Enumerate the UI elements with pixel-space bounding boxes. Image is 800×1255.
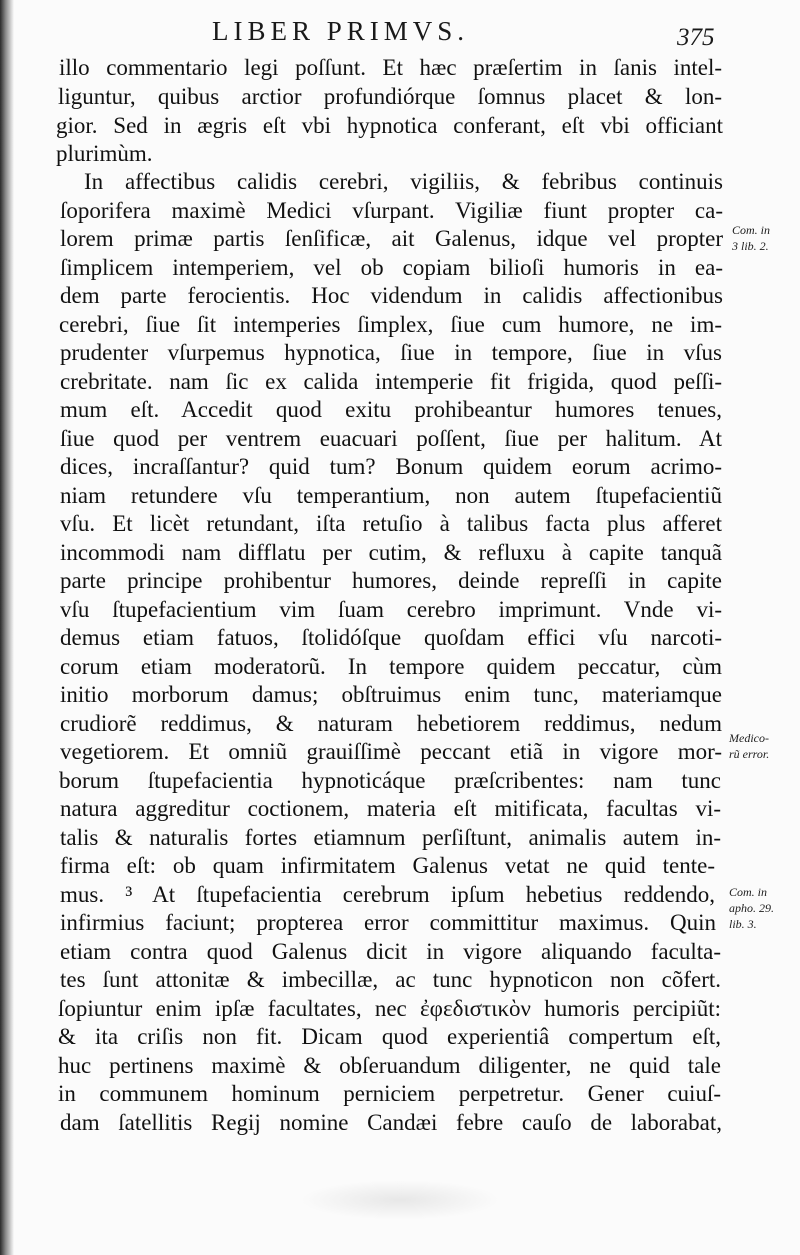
text-line: liguntur, quibus arctior profundiórque ſomnus placet & lon- bbox=[58, 84, 722, 109]
text-line: niam retundere vſu temperantium, non autem ſtupefacientiũ bbox=[60, 483, 722, 508]
text-line: crudiorẽ reddimus, & naturam hebetiorem reddimus, nedum bbox=[60, 711, 722, 736]
text-line: tes ſunt attonitæ & imbecillæ, ac tunc hypnoticon non cõfert. bbox=[60, 967, 721, 992]
margin-note-line: rũ error. bbox=[729, 747, 770, 761]
margin-note-line: Com. in bbox=[732, 223, 771, 237]
text-line: ſoporifera maximè Medici vſurpant. Vigiliæ fiunt propter ca- bbox=[60, 198, 723, 223]
margin-note-line: lib. 3. bbox=[729, 917, 757, 931]
text-line: plurimùm. bbox=[56, 141, 153, 166]
text-line: crebritate. nam ſic ex calida intemperie fit frigida, quod peſſi- bbox=[60, 369, 722, 394]
text-line: gior. Sed in ægris eſt vbi hypnotica conferant, eſt vbi officiant bbox=[56, 113, 723, 138]
margin-note-line: Com. in bbox=[729, 885, 768, 899]
text-line: incommodi nam difflatu per cutim, & refluxu à capite tanquã bbox=[60, 540, 722, 565]
text-line: illo commentario legi poſſunt. Et hæc præſertim in ſanis intel- bbox=[59, 55, 722, 80]
text-line: parte principe prohibentur humores, deinde repreſſi in capite bbox=[60, 568, 722, 593]
text-line: & ita criſis non fit. Dicam quod experientiâ compertum eſt, bbox=[58, 1024, 721, 1049]
text-line: prudenter vſurpemus hypnotica, ſiue in tempore, ſiue in vſus bbox=[60, 340, 722, 365]
text-line: in communem hominum perniciem perpetretur. Gener cuiuſ- bbox=[58, 1081, 721, 1106]
text-line: vſu ſtupefacientium vim ſuam cerebro imprimunt. Vnde vi- bbox=[60, 597, 722, 622]
running-head: LIBER PRIMVS. bbox=[212, 16, 470, 46]
text-line: ſiue quod per ventrem euacuari poſſent, ſiue per halitum. At bbox=[60, 426, 722, 451]
text-line: vſu. Et licèt retundant, iſta retuſio à talibus facta plus afferet bbox=[60, 511, 722, 536]
page-header bbox=[0, 12, 800, 52]
text-line: borum ſtupefacientia hypnoticáque præſcribentes: nam tunc bbox=[59, 768, 721, 793]
text-line: lorem primæ partis ſenſificæ, ait Galenus, idque vel propter bbox=[60, 226, 723, 251]
text-line: In affectibus calidis cerebri, vigiliis, & febribus continuis bbox=[84, 169, 723, 194]
text-line: cerebri, ſiue ſit intemperies ſimplex, ſiue cum humore, ne im- bbox=[59, 312, 722, 337]
text-line: mum eſt. Accedit quod exitu prohibeantur humores tenues, bbox=[60, 397, 722, 422]
text-line: ſimplicem intemperiem, vel ob copiam bilioſi humoris in ea- bbox=[60, 255, 723, 280]
text-line: infirmius faciunt; propterea error committitur maximus. Quin bbox=[60, 910, 716, 935]
margin-note bbox=[732, 222, 800, 254]
text-line: corum etiam moderatorũ. In tempore quidem peccatur, cùm bbox=[60, 654, 722, 679]
margin-note-line: Medico- bbox=[729, 731, 769, 745]
text-line: talis & naturalis fortes etiamnum perſiſtunt, animalis autem in- bbox=[60, 825, 721, 850]
text-line: initio morborum damus; obſtruimus enim tunc, materiamque bbox=[60, 682, 722, 707]
text-line: vegetiorem. Et omniũ grauiſſimè peccant etiã in vigore mor- bbox=[60, 739, 722, 764]
text-line: firma eſt: ob quam infirmitatem Galenus vetat ne quid tente- bbox=[60, 853, 715, 878]
text-line: natura aggreditur coctionem, materia eſt mitificata, facultas vi- bbox=[60, 796, 721, 821]
page-gutter-shadow bbox=[0, 0, 14, 1255]
text-line: dices, incraſſantur? quid tum? Bonum quidem eorum acrimo- bbox=[60, 454, 722, 479]
margin-note-line: 3 lib. 2. bbox=[732, 239, 769, 253]
text-line: etiam contra quod Galenus dicit in vigore aliquando faculta- bbox=[60, 939, 721, 964]
text-line: ſopiuntur enim ipſæ facultates, nec ἐφεδιστικὸν humoris percipiũt: bbox=[58, 996, 721, 1021]
text-line: mus. ³ At ſtupefacientia cerebrum ipſum hebetius reddendo, bbox=[60, 882, 715, 907]
text-line: demus etiam fatuos, ſtolidóſque quoſdam effici vſu narcoti- bbox=[60, 625, 722, 650]
text-line: dam ſatellitis Regij nomine Candæi febre cauſo de laborabat, bbox=[60, 1110, 722, 1135]
margin-note-line: apho. 29. bbox=[729, 901, 774, 915]
page-number: 375 bbox=[677, 24, 715, 51]
text-line: dem parte ferocientis. Hoc videndum in calidis affectionibus bbox=[60, 283, 723, 308]
show-through-smudge bbox=[300, 1180, 500, 1220]
margin-note bbox=[729, 884, 799, 932]
text-line: huc pertinens maximè & obſeruandum diligenter, ne quid tale bbox=[58, 1053, 721, 1078]
margin-note bbox=[729, 730, 799, 762]
